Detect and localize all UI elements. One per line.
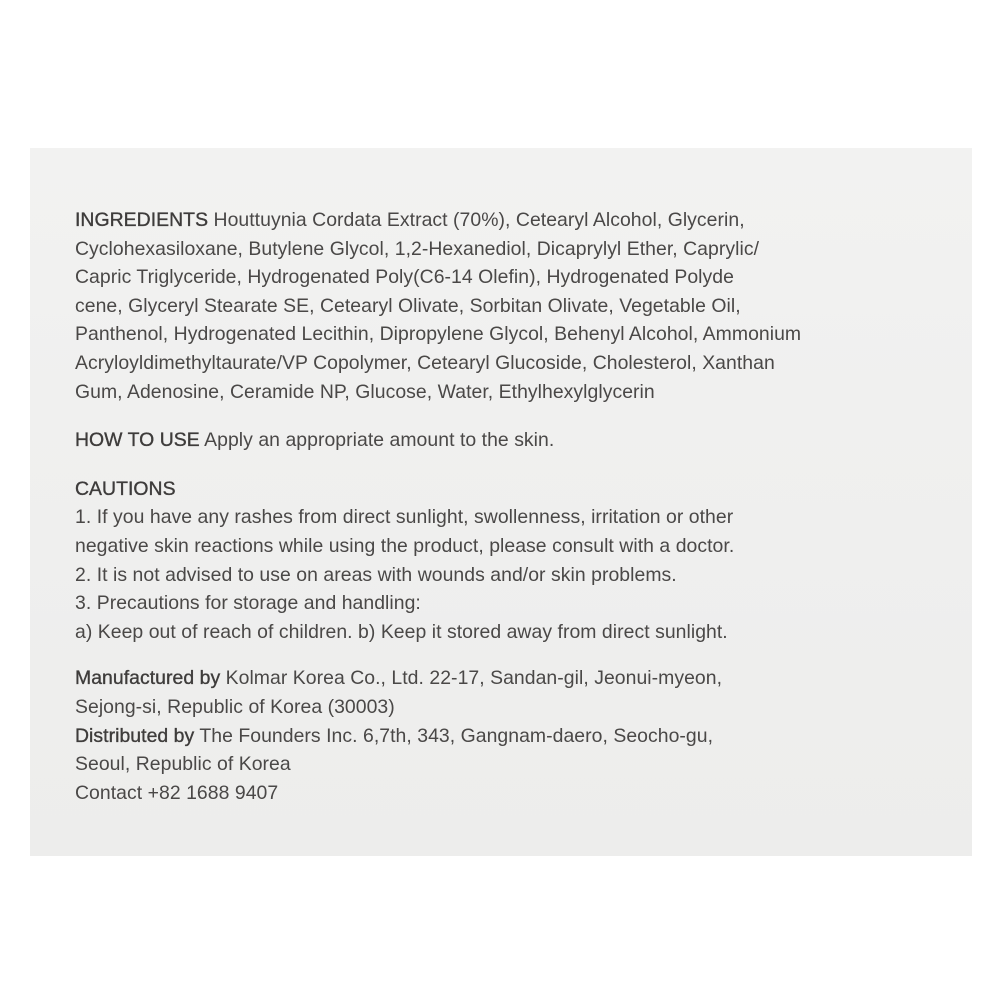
ingredients-heading: INGREDIENTS: [75, 209, 209, 231]
distributor-line-1: [75, 722, 945, 751]
label-text-block: [75, 206, 945, 807]
section-spacer: [75, 646, 945, 664]
ingredients-line-3: Capric Triglyceride, Hydrogenated Poly(C6-14 Olefin), Hydrogenated Polyde: [75, 266, 734, 289]
ingredients-line-6: Acryloyldimethyltaurate/VP Copolymer, Cetearyl Glucoside, Cholesterol, Xanthan: [75, 351, 775, 374]
manufacturer-heading: Manufactured by: [75, 667, 221, 690]
ingredients-line-4: cene, Glyceryl Stearate SE, Cetearyl Olivate, Sorbitan Olivate, Vegetable Oil,: [75, 294, 741, 317]
section-spacer: [75, 455, 945, 475]
cautions-line-5: a) Keep out of reach of children. b) Keep it stored away from direct sunlight.: [75, 620, 728, 643]
product-label-card: [30, 148, 972, 856]
distributor-heading: Distributed by: [75, 724, 195, 747]
how-to-use-heading: HOW TO USE: [75, 429, 200, 452]
ingredients-line-1: [75, 206, 945, 235]
ingredients-text: Houttuynia Cordata Extract (70%), Cetearyl Alcohol, Glycerin,: [213, 209, 745, 231]
section-spacer: [75, 406, 945, 426]
manufacturer-text: Kolmar Korea Co., Ltd. 22-17, Sandan-gil, Jeonui-myeon,: [225, 667, 723, 690]
cautions-line-2: negative skin reactions while using the product, please consult with a doctor.: [75, 534, 735, 557]
ingredients-line-5: Panthenol, Hydrogenated Lecithin, Dipropylene Glycol, Behenyl Alcohol, Ammonium: [75, 323, 802, 346]
ingredients-line-7: Gum, Adenosine, Ceramide NP, Glucose, Water, Ethylhexylglycerin: [75, 380, 655, 403]
manufacturer-line-1: [75, 664, 945, 693]
how-to-use-line: [75, 426, 945, 455]
manufacturer-line-2: Sejong-si, Republic of Korea (30003): [75, 695, 395, 718]
cautions-line-4: 3. Precautions for storage and handling:: [75, 592, 421, 615]
ingredients-line-2: Cyclohexasiloxane, Butylene Glycol, 1,2-Hexanediol, Dicaprylyl Ether, Caprylic/: [75, 237, 760, 260]
cautions-heading: CAUTIONS: [75, 477, 176, 500]
contact-line: Contact +82 1688 9407: [75, 781, 279, 804]
cautions-line-3: 2. It is not advised to use on areas with wounds and/or skin problems.: [75, 563, 677, 586]
distributor-line-2: Seoul, Republic of Korea: [75, 753, 291, 776]
cautions-line-1: 1. If you have any rashes from direct sunlight, swollenness, irritation or other: [75, 506, 734, 529]
distributor-text: The Founders Inc. 6,7th, 343, Gangnam-daero, Seocho-gu,: [199, 724, 714, 747]
how-to-use-text: Apply an appropriate amount to the skin.: [204, 429, 555, 452]
